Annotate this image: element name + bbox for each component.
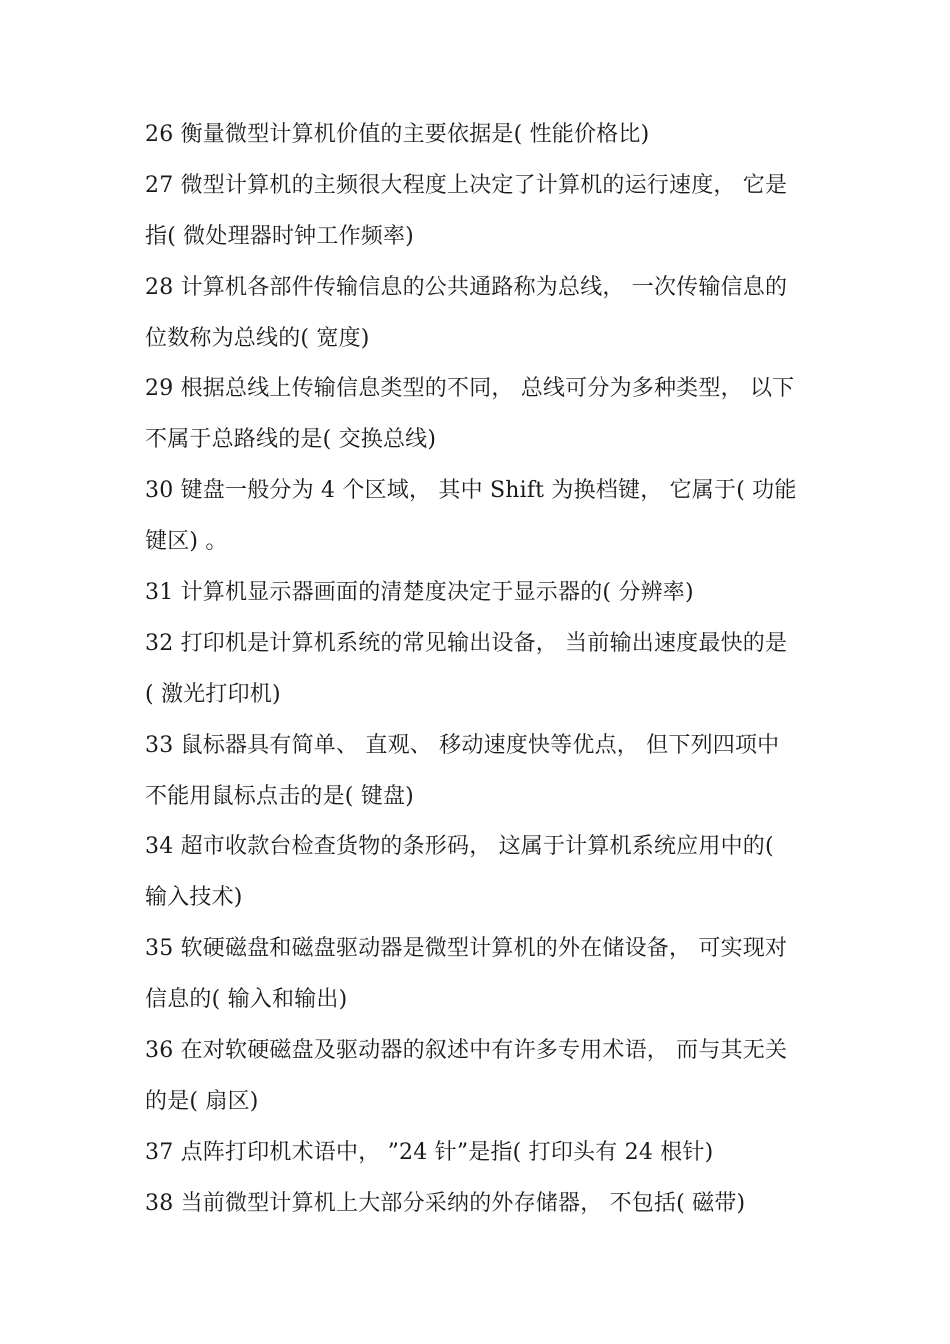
document-body — [145, 116, 810, 1236]
text-line: 指( 微处理器时钟工作频率) — [145, 223, 414, 249]
text-line: 不能用鼠标点击的是( 键盘) — [145, 783, 414, 809]
text-line: 28 计算机各部件传输信息的公共通路称为总线， 一次传输信息的 — [145, 274, 788, 300]
text-line: 33 鼠标器具有简单、 直观、 移动速度快等优点， 但下列四项中 — [145, 732, 780, 758]
text-line: 29 根据总线上传输信息类型的不同， 总线可分为多种类型， 以下 — [145, 376, 795, 402]
text-line: 26 衡量微型计算机价值的主要依据是( 性能价格比) — [145, 122, 650, 147]
text-line: 的是( 扇区) — [145, 1088, 259, 1114]
text-line: 位数称为总线的( 宽度) — [145, 325, 370, 351]
text-line: 36 在对软硬磁盘及驱动器的叙述中有许多专用术语， 而与其无关 — [145, 1038, 788, 1064]
text-line: 键区) 。 — [145, 529, 228, 555]
text-line: 37 点阵打印机术语中， ”24 针”是指( 打印头有 24 根针) — [145, 1139, 714, 1165]
text-line: 信息的( 输入和输出) — [145, 987, 348, 1013]
text-line: 30 键盘一般分为 4 个区域， 其中 Shift 为换档键， 它属于( 功能 — [145, 478, 797, 504]
text-line: ( 激光打印机) — [145, 681, 281, 707]
text-line: 35 软硬磁盘和磁盘驱动器是微型计算机的外在储设备， 可实现对 — [145, 936, 788, 962]
text-line: 34 超市收款台检查货物的条形码， 这属于计算机系统应用中的( — [145, 834, 774, 860]
text-line: 38 当前微型计算机上大部分采纳的外存储器， 不包括( 磁带) — [145, 1190, 746, 1216]
text-line: 27 微型计算机的主频很大程度上决定了计算机的运行速度， 它是 — [145, 172, 788, 198]
text-line: 32 打印机是计算机系统的常见输出设备， 当前输出速度最快的是 — [145, 630, 788, 656]
text-line: 31 计算机显示器画面的清楚度决定于显示器的( 分辨率) — [145, 580, 694, 606]
text-line: 不属于总路线的是( 交换总线) — [145, 427, 437, 453]
text-line: 输入技术) — [145, 885, 243, 911]
